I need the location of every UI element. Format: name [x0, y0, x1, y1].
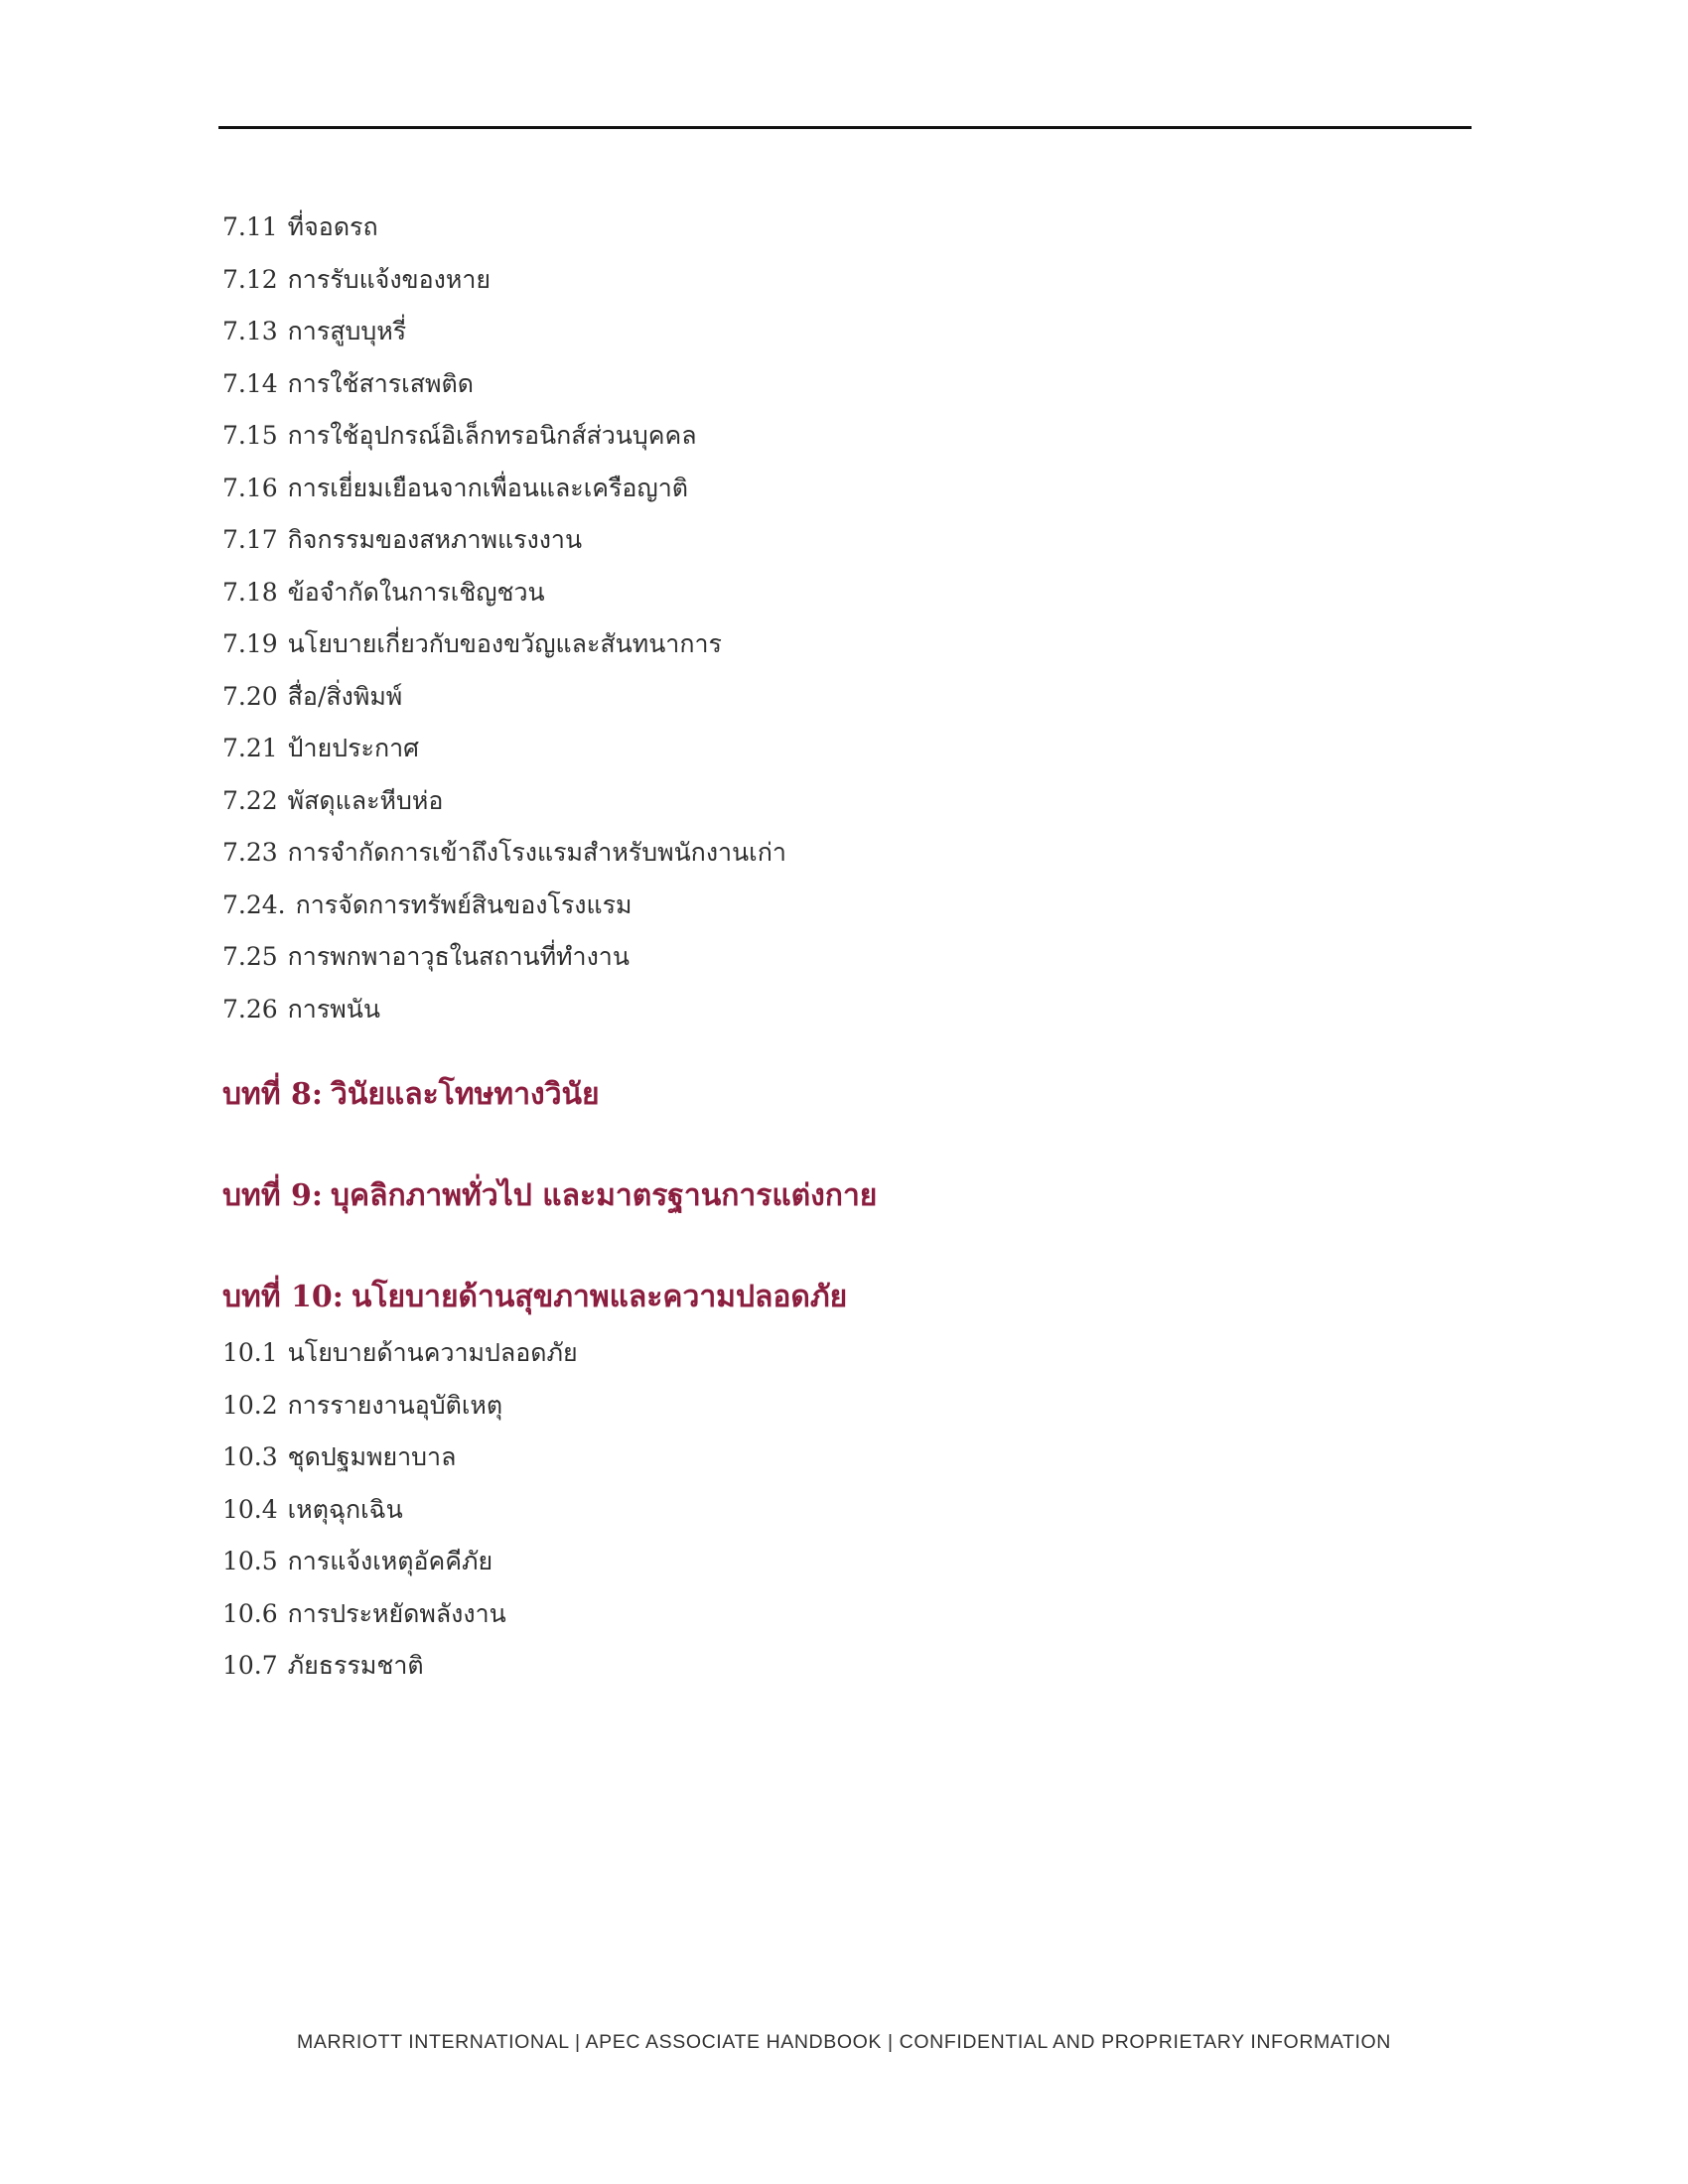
toc-item-7-21[interactable]: [222, 723, 1454, 775]
item-number: 7.21: [222, 734, 278, 762]
item-title: ที่จอดรถ: [287, 212, 378, 241]
chapter-9-heading[interactable]: [222, 1166, 1454, 1226]
item-number: 7.13: [222, 317, 278, 345]
item-title: การใช้อุปกรณ์อิเล็กทรอนิกส์ส่วนบุคคล: [287, 421, 697, 450]
toc-item-7-23[interactable]: [222, 827, 1454, 880]
toc-item-7-22[interactable]: [222, 775, 1454, 828]
item-number: 7.22: [222, 785, 278, 815]
toc-item-7-20[interactable]: [222, 671, 1454, 724]
item-title: ข้อจำกัดในการเชิญชวน: [287, 577, 545, 607]
item-number: 7.15: [222, 421, 278, 450]
item-title: การประหยัดพลังงาน: [287, 1598, 506, 1628]
item-title: การสูบบุหรี่: [287, 317, 407, 345]
item-number: 7.23: [222, 838, 278, 867]
item-number: 10.3: [222, 1442, 278, 1471]
item-title: ภัยธรรมชาติ: [287, 1651, 424, 1680]
toc-item-10-1[interactable]: [222, 1327, 1454, 1380]
item-title: การพกพาอาวุธในสถานที่ทำงาน: [287, 942, 630, 971]
chapter-label: บทที่ 9:: [222, 1178, 323, 1213]
table-of-contents: [222, 202, 1454, 1693]
item-title: กิจกรรมของสหภาพแรงงาน: [287, 525, 583, 554]
toc-item-10-3[interactable]: [222, 1432, 1454, 1484]
chapter-10-heading[interactable]: [222, 1268, 1454, 1327]
toc-item-10-6[interactable]: [222, 1588, 1454, 1641]
toc-item-7-26[interactable]: [222, 984, 1454, 1036]
header-rule: [218, 126, 1472, 129]
item-number: 10.1: [222, 1338, 278, 1367]
toc-item-7-12[interactable]: [222, 254, 1454, 307]
item-number: 7.16: [222, 473, 278, 502]
toc-item-7-17[interactable]: [222, 514, 1454, 567]
section-7-list: [222, 202, 1454, 1035]
item-number: 7.14: [222, 368, 278, 398]
item-title: การรายงานอุบัติเหตุ: [287, 1390, 503, 1420]
toc-item-10-5[interactable]: [222, 1536, 1454, 1588]
chapter-label: บทที่ 8:: [222, 1077, 323, 1112]
section-10-list: [222, 1327, 1454, 1693]
item-title: นโยบายเกี่ยวกับของขวัญและสันทนาการ: [287, 629, 722, 658]
item-number: 7.12: [222, 264, 278, 294]
item-number: 10.7: [222, 1651, 278, 1680]
item-number: 10.6: [222, 1598, 278, 1628]
item-number: 10.4: [222, 1494, 278, 1524]
toc-item-7-15[interactable]: [222, 410, 1454, 463]
item-number: 10.5: [222, 1547, 278, 1575]
toc-item-7-14[interactable]: [222, 358, 1454, 411]
item-title: การใช้สารเสพติด: [287, 368, 474, 398]
item-number: 7.18: [222, 577, 278, 607]
item-number: 7.19: [222, 629, 278, 658]
toc-item-7-11[interactable]: [222, 202, 1454, 254]
chapter-title: บุคลิกภาพทั่วไป และมาตรฐานการแต่งกาย: [331, 1178, 878, 1213]
item-number: 7.25: [222, 942, 278, 971]
toc-item-10-4[interactable]: [222, 1484, 1454, 1537]
item-title: การพนัน: [287, 994, 380, 1024]
toc-item-7-24[interactable]: [222, 880, 1454, 932]
chapter-8-heading[interactable]: [222, 1065, 1454, 1125]
item-title: การจำกัดการเข้าถึงโรงแรมสำหรับพนักงานเก่า: [287, 838, 786, 867]
item-title: นโยบายด้านความปลอดภัย: [287, 1338, 578, 1367]
chapter-title: วินัยและโทษทางวินัย: [331, 1077, 600, 1112]
toc-item-10-2[interactable]: [222, 1380, 1454, 1433]
toc-item-7-19[interactable]: [222, 618, 1454, 671]
item-number: 7.17: [222, 525, 278, 554]
item-title: สื่อ/สิ่งพิมพ์: [287, 681, 403, 711]
toc-item-7-25[interactable]: [222, 931, 1454, 984]
chapter-label: บทที่ 10:: [222, 1280, 344, 1314]
item-number: 10.2: [222, 1390, 278, 1420]
toc-item-7-13[interactable]: [222, 306, 1454, 358]
item-title: ป้ายประกาศ: [287, 734, 419, 762]
item-title: การเยี่ยมเยือนจากเพื่อนและเครือญาติ: [287, 473, 688, 502]
item-number: 7.26: [222, 994, 278, 1024]
item-title: การรับแจ้งของหาย: [287, 264, 492, 294]
item-title: ชุดปฐมพยาบาล: [287, 1442, 457, 1471]
item-number: 7.20: [222, 681, 278, 711]
toc-item-7-18[interactable]: [222, 567, 1454, 619]
chapter-title: นโยบายด้านสุขภาพและความปลอดภัย: [351, 1280, 848, 1314]
toc-item-7-16[interactable]: [222, 463, 1454, 515]
item-title: การแจ้งเหตุอัคคีภัย: [287, 1547, 493, 1575]
item-number: 7.24.: [222, 889, 286, 919]
toc-item-10-7[interactable]: [222, 1640, 1454, 1693]
item-title: เหตุฉุกเฉิน: [287, 1494, 403, 1524]
item-number: 7.11: [222, 212, 278, 241]
item-title: การจัดการทรัพย์สินของโรงแรม: [295, 889, 633, 919]
page-footer: MARRIOTT INTERNATIONAL | APEC ASSOCIATE HANDBOOK | CONFIDENTIAL AND PROPRIETARY INFORMATION: [297, 2031, 1391, 2053]
item-title: พัสดุและหีบห่อ: [287, 785, 444, 815]
